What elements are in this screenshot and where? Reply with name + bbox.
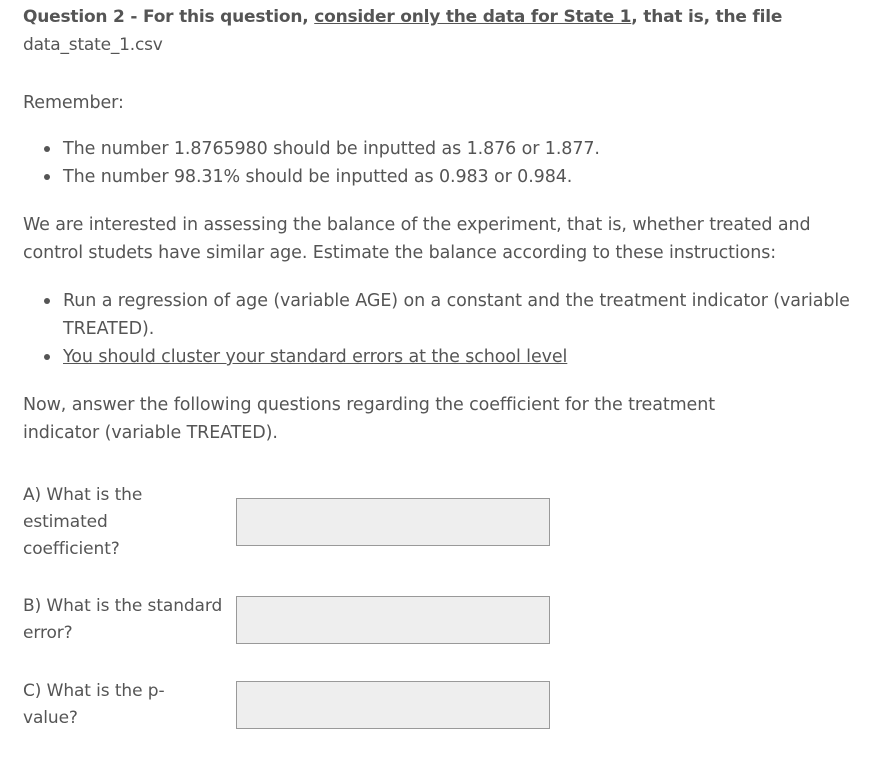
heading-suffix: , that is, the file	[631, 7, 783, 27]
instructions-list	[23, 287, 873, 371]
instruction-item: Run a regression of age (variable AGE) on a constant and the treatment indicator (variable TREATED).	[63, 287, 873, 343]
balance-paragraph: We are interested in assessing the balance of the experiment, that is, whether treated and control studets have similar age. Estimate the balance according to these instructions:	[23, 215, 811, 263]
question-b-input[interactable]	[236, 596, 550, 644]
remember-label: Remember:	[23, 93, 124, 113]
question-content	[23, 0, 873, 447]
question-b-label: B) What is the standard error?	[23, 596, 223, 643]
now-paragraph: Now, answer the following questions regarding the coefficient for the treatment indicator (variable TREATED).	[23, 395, 715, 443]
remember-list	[23, 135, 873, 191]
question-heading	[23, 3, 873, 59]
instruction-cluster-text: You should cluster your standard errors at the school level	[63, 347, 568, 367]
question-a-label: A) What is the estimated coefficient?	[23, 485, 143, 559]
question-c-input[interactable]	[236, 681, 550, 729]
heading-underlined: consider only the data for State 1	[314, 7, 632, 27]
heading-prefix: Question 2 - For this question,	[23, 7, 315, 27]
question-c-label: C) What is the p-value?	[23, 681, 165, 728]
remember-item: The number 98.31% should be inputted as 0.983 or 0.984.	[63, 163, 873, 191]
question-a-input[interactable]	[236, 498, 550, 546]
instruction-item	[63, 343, 873, 371]
heading-filename: data_state_1.csv	[23, 35, 163, 55]
remember-item: The number 1.8765980 should be inputted as 1.876 or 1.877.	[63, 135, 873, 163]
